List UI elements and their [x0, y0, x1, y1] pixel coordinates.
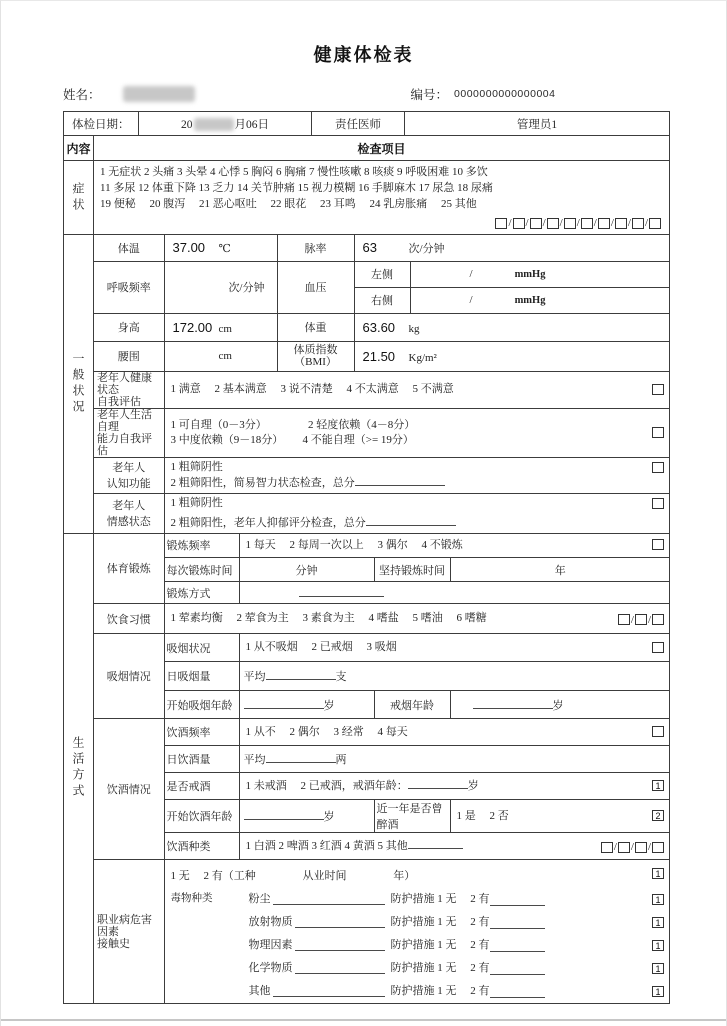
checkbox [652, 462, 664, 473]
bp-label: 血压 [277, 261, 354, 313]
slash-separator: / [630, 613, 634, 626]
symptom-options-line1: 1 无症状 2 头痛 3 头晕 4 心悸 5 胸闷 6 胸痛 7 慢性咳嗽 8 咳痰 9 呼吸困难 10 多饮 [100, 166, 488, 178]
symptoms-content [94, 161, 670, 235]
page-bottom-edge [1, 1019, 726, 1021]
slash-separator: / [576, 217, 580, 229]
checkbox [652, 498, 664, 509]
checkbox [652, 427, 664, 438]
smoking-start-label: 开始吸烟年龄 [164, 691, 239, 719]
exercise-time-label: 每次锻炼时间 [164, 558, 239, 582]
bp-right-value-cell [410, 287, 670, 313]
drinking-quit-options: 1 未戒酒 2 已戒酒，戒酒年龄： 岁 1 [239, 773, 670, 800]
check-items-header: 检查项目 [94, 136, 670, 161]
checkbox [652, 539, 664, 550]
exam-date-suffix: 月06日 [234, 118, 269, 131]
exercise-persist-unit: 年 [450, 558, 670, 582]
smoking-status-options: 1 从不吸烟 2 已戒烟 3 吸烟 [239, 634, 670, 662]
drinking-start-label: 开始饮酒年龄 [164, 800, 239, 833]
section-label-general: 一般状况 [64, 235, 94, 534]
protection-options: 防护措施 1 无 2 有 [390, 985, 490, 997]
section-label-symptoms: 症状 [64, 161, 94, 235]
patient-name-redacted [123, 86, 195, 102]
drunk-past-year-label: 近一年是否曾醉酒 [374, 800, 450, 833]
doctor-value: 管理员1 [405, 112, 670, 136]
lifestyle-section [94, 533, 670, 1004]
exam-date-value [139, 112, 312, 136]
temp-value-cell [164, 235, 277, 261]
height-label: 身高 [94, 313, 164, 341]
toxin-blank-field [295, 941, 385, 951]
bmi-unit: Kg/m² [408, 351, 437, 364]
elderly-emotion-options: 1 粗筛阴性 2 粗筛阳性，老年人抑郁评分检查，总分 [164, 493, 670, 533]
form-number-value: 0000000000000004 [454, 88, 556, 100]
slash-separator: / [525, 217, 529, 229]
exam-date-prefix: 20 [181, 118, 193, 131]
checkbox [635, 614, 647, 625]
toxin-blank-field [273, 895, 385, 905]
toxin-name: 粉尘 [248, 893, 271, 905]
weight-value-cell [354, 313, 670, 341]
drinking-daily-value: 平均 两 [239, 746, 670, 773]
elderly-emotion-label: 老年人 情感状态 [94, 493, 164, 533]
pulse-value: 63 [362, 239, 377, 255]
exercise-mode-blank-field [299, 586, 384, 597]
checkbox [618, 614, 630, 625]
weight-value: 63.60 [362, 319, 396, 335]
protection-options: 防护措施 1 无 2 有 [390, 962, 490, 974]
exam-info-table [63, 111, 670, 136]
slash-separator: / [542, 217, 546, 229]
checkbox [615, 218, 627, 229]
exercise-persist-label: 坚持锻炼时间 [374, 558, 450, 582]
breath-label: 呼吸频率 [94, 261, 164, 313]
checkbox [652, 614, 664, 625]
checkbox [564, 218, 576, 229]
drinking-start-value: 岁 [239, 800, 374, 833]
patient-name-label: 姓名： [63, 88, 101, 102]
checkbox [652, 842, 664, 853]
protection-blank-field [490, 941, 545, 952]
slash-separator: / [644, 217, 648, 229]
checkbox-filled: 1 [652, 868, 664, 879]
checkbox [618, 842, 630, 853]
elderly-cognition-options: 1 粗筛阴性 2 粗筛阳性，简易智力状态检查，总分 [164, 457, 670, 493]
smoking-start-blank-field [244, 698, 324, 709]
pulse-label: 脉率 [277, 235, 354, 261]
height-value: 172.00 [172, 319, 213, 335]
toxin-row-dust [165, 887, 671, 910]
slash-separator: / [647, 613, 652, 626]
diet-code-boxes [618, 613, 664, 628]
bp-left-unit: mmHg [514, 269, 546, 280]
checkbox [635, 842, 647, 853]
toxin-blank-field [295, 964, 385, 974]
drinking-type-boxes [601, 840, 664, 855]
toxin-row-chemical [165, 956, 671, 979]
toxin-name: 放射物质 [248, 916, 293, 928]
smoking-daily-label: 日吸烟量 [164, 662, 239, 691]
drinking-other-blank-field [408, 838, 463, 849]
general-status-section [94, 235, 670, 534]
exercise-mode-label: 锻炼方式 [164, 582, 239, 604]
checkbox [495, 218, 507, 229]
bp-left-label: 左侧 [354, 261, 410, 287]
protection-blank-field [490, 964, 545, 975]
section-label-lifestyle: 生活方式 [64, 533, 94, 1004]
protection-blank-field [490, 987, 545, 998]
toxin-name: 其他 [248, 985, 271, 997]
drinking-quit-age-blank-field [408, 778, 468, 789]
elderly-adl-self-label: 老年人生活自理 能力自我评估 [94, 408, 164, 457]
exercise-freq-label: 锻炼频率 [164, 534, 239, 558]
general-status-table [94, 235, 670, 533]
smoking-daily-blank-field [266, 669, 336, 680]
name-number-row [63, 83, 664, 105]
slash-separator: / [559, 217, 563, 229]
protection-blank-field [490, 895, 545, 906]
smoking-daily-value: 平均 支 [239, 662, 670, 691]
occupational-content [164, 860, 670, 1004]
drinking-types-label: 饮酒种类 [164, 833, 239, 860]
toxin-row-radiation [165, 910, 671, 933]
drinking-freq-label: 饮酒频率 [164, 719, 239, 746]
checkbox [601, 842, 613, 853]
bp-right-slash: / [469, 294, 473, 306]
checkbox-filled: 1 [652, 917, 664, 928]
toxin-name: 物理因素 [248, 939, 293, 951]
slash-separator: / [593, 217, 597, 229]
score-blank-field [366, 515, 456, 526]
breath-unit: 次/分钟 [164, 261, 277, 313]
checkbox [652, 726, 664, 737]
doctor-label: 责任医师 [312, 112, 405, 136]
protection-options: 防护措施 1 无 2 有 [390, 939, 490, 951]
weight-unit: kg [408, 322, 420, 335]
toxin-blank-field [273, 987, 385, 997]
slash-separator: / [627, 217, 631, 229]
smoking-start-value: 岁 [239, 691, 374, 719]
bp-right-unit: mmHg [514, 295, 546, 306]
slash-separator: / [508, 217, 512, 229]
waist-unit: cm [218, 350, 232, 362]
checkbox [598, 218, 610, 229]
slash-separator: / [647, 841, 652, 853]
exercise-time-unit: 分钟 [239, 558, 374, 582]
drinking-daily-label: 日饮酒量 [164, 746, 239, 773]
checkbox [652, 642, 664, 653]
pulse-value-cell [354, 235, 670, 261]
drunk-past-year-options: 1 是 2 否 2 [450, 800, 670, 833]
bp-right-label: 右侧 [354, 287, 410, 313]
bmi-label: 体质指数 （BMI） [277, 341, 354, 371]
toxin-row-physical [165, 933, 671, 956]
score-blank-field [355, 475, 445, 486]
checkbox [547, 218, 559, 229]
checkbox [649, 218, 661, 229]
protection-options: 防护措施 1 无 2 有 [390, 916, 490, 928]
bmi-value: 21.50 [362, 348, 396, 364]
waist-label: 腰围 [94, 341, 164, 371]
checkbox-filled: 1 [652, 940, 664, 951]
checkbox-filled: 1 [652, 963, 664, 974]
slash-separator: / [630, 841, 634, 853]
height-unit: cm [218, 322, 232, 335]
toxin-row-other [165, 979, 671, 1002]
slash-separator: / [610, 217, 614, 229]
bmi-value-cell [354, 341, 670, 371]
checkbox-filled: 1 [652, 986, 664, 997]
symptom-options-line3: 19 便秘 20 腹泻 21 恶心呕吐 22 眼花 23 耳鸣 24 乳房胀痛 25 其他 [100, 198, 477, 210]
checkbox-filled: 1 [652, 894, 664, 905]
slash-separator: / [613, 841, 617, 853]
checkbox [530, 218, 542, 229]
checkbox [581, 218, 593, 229]
smoking-quit-value: 岁 [450, 691, 670, 719]
toxin-blank-field [295, 918, 385, 928]
occupational-header-line: 1 无 2 有（工种 从业时间 年） 1 [165, 862, 671, 887]
diet-label: 饮食习惯 [94, 604, 164, 634]
drinking-quit-label: 是否戒酒 [164, 773, 239, 800]
bp-left-value-cell [410, 261, 670, 287]
content-header: 内容 [64, 136, 94, 161]
drinking-freq-options: 1 从不 2 偶尔 3 经常 4 每天 [239, 719, 670, 746]
temp-label: 体温 [94, 235, 164, 261]
elderly-health-self-options: 1 满意 2 基本满意 3 说不清楚 4 不太满意 5 不满意 [164, 371, 670, 408]
symptom-code-boxes [100, 215, 663, 231]
smoking-quit-label: 戒烟年龄 [374, 691, 450, 719]
drinking-types-options: 1 白酒 2 啤酒 3 红酒 4 黄酒 5 其他 / / / [239, 833, 670, 860]
temp-value: 37.00 [172, 240, 206, 256]
exercise-freq-options: 1 每天 2 每周一次以上 3 偶尔 4 不锻炼 [239, 534, 670, 558]
form-number-label: 编号： [410, 88, 449, 102]
occupational-label: 职业病危害因素 接触史 [94, 860, 164, 1004]
main-form-table [63, 135, 670, 1004]
form-title: 健康体检表 [313, 45, 414, 65]
protection-blank-field [490, 918, 545, 929]
smoking-status-label: 吸烟状况 [164, 634, 239, 662]
protection-options: 防护措施 1 无 2 有 [390, 893, 490, 905]
exam-date-label: 体检日期： [64, 112, 139, 136]
exam-date-redacted [194, 118, 234, 131]
drinking-start-blank-field [244, 809, 324, 820]
symptom-options-line2: 11 多尿 12 体重下降 13 乏力 14 关节肿痛 15 视力模糊 16 手脚麻木 17 尿急 18 尿痛 [100, 182, 493, 194]
checkbox [632, 218, 644, 229]
diet-options: 1 荤素均衡 2 荤食为主 3 素食为主 4 嗜盐 5 嗜油 6 嗜糖 / / [164, 604, 670, 634]
drinking-daily-blank-field [266, 752, 336, 763]
elderly-cognition-label: 老年人 认知功能 [94, 457, 164, 493]
checkbox [652, 384, 664, 395]
toxin-name: 化学物质 [248, 962, 293, 974]
exercise-label: 体育锻炼 [94, 534, 164, 604]
drinking-label: 饮酒情况 [94, 719, 164, 860]
pulse-unit: 次/分钟 [408, 242, 445, 255]
height-value-cell [164, 313, 277, 341]
elderly-health-self-label: 老年人健康状态 自我评估 [94, 371, 164, 408]
bp-left-slash: / [469, 268, 473, 280]
toxin-type-label: 毒物种类 [170, 893, 213, 904]
checkbox-filled: 1 [652, 780, 664, 791]
elderly-adl-self-options: 1 可自理（0－3分） 2 轻度依赖（4－8分） 3 中度依赖（9－18分） 4 不能自理（>= 19分） [164, 408, 670, 457]
waist-value-cell [164, 341, 277, 371]
checkbox [513, 218, 525, 229]
lifestyle-table [94, 534, 670, 1004]
exercise-mode-value [239, 582, 670, 604]
smoking-label: 吸烟情况 [94, 634, 164, 719]
smoking-quit-blank-field [473, 698, 553, 709]
checkbox-filled: 2 [652, 810, 664, 821]
weight-label: 体重 [277, 313, 354, 341]
temp-unit: ℃ [218, 243, 231, 256]
